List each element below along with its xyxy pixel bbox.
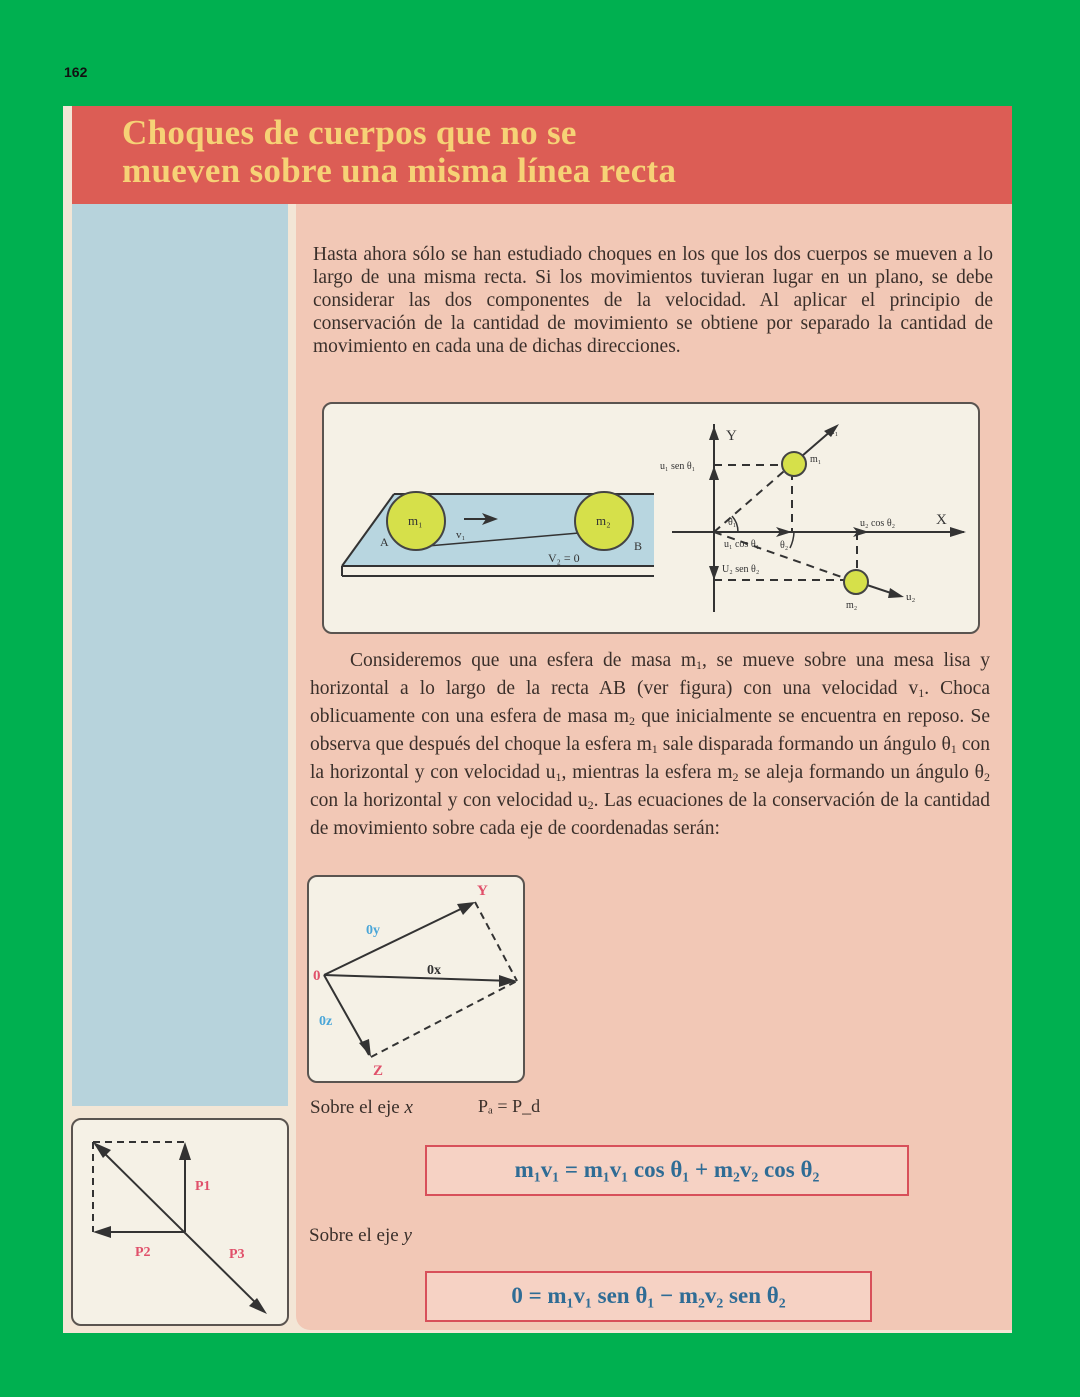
label-p3: P3	[229, 1247, 245, 1262]
vector-sum-diagram	[309, 877, 523, 1081]
y-axis-equation: 0 = m₁v₁ sen θ₁ − m₂v₂ sen θ₂	[425, 1271, 872, 1322]
collision-diagram	[324, 404, 978, 632]
momentum-vectors-diagram	[73, 1120, 287, 1324]
label-ox: 0x	[427, 963, 441, 978]
label-a: A	[380, 535, 389, 549]
section-title	[122, 114, 676, 190]
label-x: X	[936, 512, 947, 528]
label-v1: v₁	[456, 529, 466, 541]
sphere-m2-after	[844, 570, 868, 594]
label-v2: V₂ = 0	[548, 551, 580, 565]
title-line-1: Choques de cuerpos que no se	[122, 113, 577, 152]
label-u2-cos: u₂ cos θ₂	[860, 518, 896, 529]
body-paragraph: Consideremos que una esfera de masa $m_1$, se mueve sobre una mesa lisa y horizontal a lo largo de la recta AB (ver figura) con una velocidad $v_1$. Choca oblicuamente con una esfera de masa $m_2$ que inicialmente se encuentra en reposo. Se observa que después del choque la esfera $m_1$ sale disparada formando un ángulo $\theta_1$ con la horizontal y con velocidad $u_1$, mientras la esfera $m_2$ se aleja formando un ángulo $\theta_2$ con la horizontal y con velocidad $u_2$. Las ecuaciones de la conservación de la cantidad de movimiento sobre cada eje de coordenadas serán:	[310, 650, 990, 839]
label-m2: m₂	[596, 513, 611, 528]
label-u1: u₁	[829, 425, 839, 437]
label-theta1: θ₁	[728, 517, 737, 528]
momentum-relation: Pₐ = P_d	[478, 1096, 541, 1116]
label-theta2: θ₂	[780, 540, 789, 551]
label-oz: 0z	[319, 1014, 333, 1029]
sidebar-column	[72, 204, 288, 1106]
label-oy: 0y	[366, 923, 380, 938]
intro-paragraph: Hasta ahora sólo se han estudiado choques en los que los dos cuerpos se mueven a lo largo de una misma recta. Si los movimientos tuvieran lugar en un plano, se debe considerar las dos componentes de la velocidad. Al aplicar el principio de conservación de la cantidad de movimiento se obtiene por separado la cantidad de movimiento en cada una de dichas direcciones.	[313, 244, 993, 357]
label-m2-after: m₂	[846, 600, 858, 611]
title-line-2: mueven sobre una misma línea recta	[122, 151, 677, 190]
x-axis-heading: Sobre el eje x	[310, 1097, 413, 1118]
vector-sum-figure	[307, 875, 525, 1083]
label-u2: u₂	[906, 591, 916, 603]
label-y-point: Y	[477, 883, 488, 899]
label-u1-cos: u₁ cos θ₁	[724, 539, 760, 550]
y-axis-heading: Sobre el eje y	[309, 1225, 412, 1246]
label-u1-sen: u₁ sen θ₁	[660, 461, 696, 472]
sphere-m1-after	[782, 452, 806, 476]
label-m1-after: m₁	[810, 454, 822, 465]
label-origin: 0	[313, 968, 321, 984]
label-p1: P1	[195, 1179, 211, 1194]
label-m1: m₁	[408, 513, 423, 528]
label-z-point: Z	[373, 1063, 384, 1079]
page-number: 162	[64, 64, 88, 80]
label-b: B	[634, 539, 643, 553]
collision-figure	[322, 402, 980, 634]
label-p2: P2	[135, 1245, 151, 1260]
x-axis-equation: m₁v₁ = m₁v₁ cos θ₁ + m₂v₂ cos θ₂	[425, 1145, 909, 1196]
label-u2-sen: U₂ sen θ₂	[722, 564, 760, 575]
title-banner	[72, 106, 1012, 204]
label-y: Y	[726, 428, 737, 444]
momentum-vectors-figure	[71, 1118, 289, 1326]
